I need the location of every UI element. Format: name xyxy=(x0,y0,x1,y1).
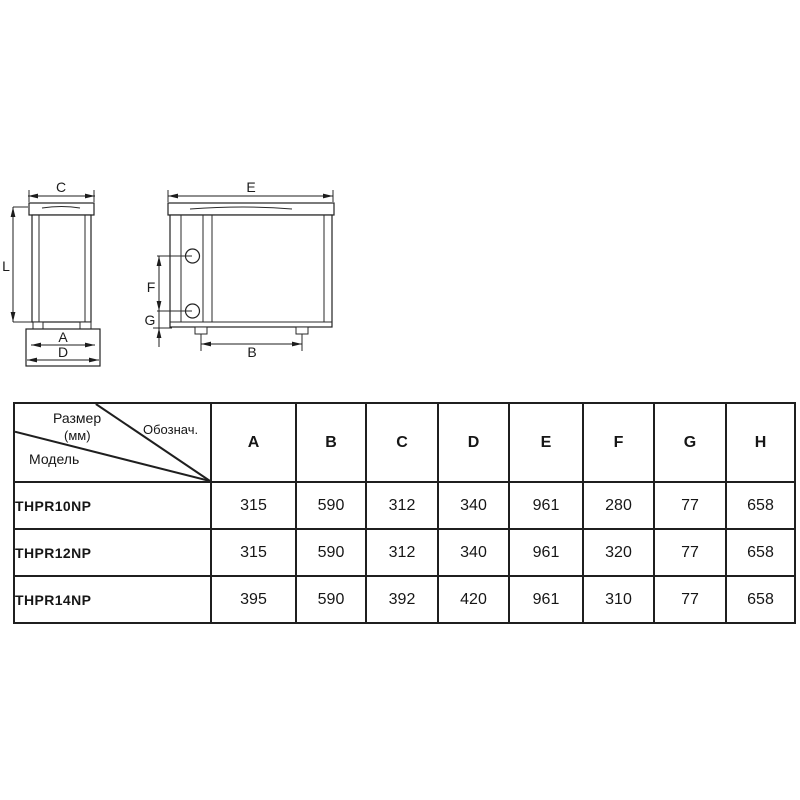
value-cell: 77 xyxy=(654,529,726,576)
model-cell: THPR10NP xyxy=(14,482,211,529)
dimension-drawing xyxy=(0,0,800,398)
table-row xyxy=(14,576,795,623)
col-header-c: C xyxy=(366,403,438,482)
dim-label-a: A xyxy=(58,329,68,345)
value-cell: 590 xyxy=(296,529,366,576)
front-view xyxy=(145,179,334,360)
value-cell: 590 xyxy=(296,482,366,529)
value-cell: 280 xyxy=(583,482,654,529)
dim-label-l: L xyxy=(2,258,10,274)
side-top-cap xyxy=(29,203,94,215)
col-header-d: D xyxy=(438,403,509,482)
value-cell: 590 xyxy=(296,576,366,623)
value-cell: 658 xyxy=(726,576,795,623)
value-cell: 961 xyxy=(509,576,583,623)
corner-model-label: Модель xyxy=(29,451,80,467)
value-cell: 961 xyxy=(509,482,583,529)
col-header-e: E xyxy=(509,403,583,482)
dim-label-f: F xyxy=(146,279,156,295)
value-cell: 658 xyxy=(726,482,795,529)
value-cell: 340 xyxy=(438,529,509,576)
table-corner-cell xyxy=(14,403,211,482)
dim-label-b: B xyxy=(247,344,257,360)
side-body-panel xyxy=(32,215,91,322)
table-row xyxy=(14,529,795,576)
col-header-a: A xyxy=(211,403,296,482)
dim-label-d: D xyxy=(57,344,69,360)
col-header-h: H xyxy=(726,403,795,482)
value-cell: 77 xyxy=(654,482,726,529)
corner-diagonal-lines xyxy=(15,404,210,481)
dim-label-g: G xyxy=(144,312,156,328)
value-cell: 310 xyxy=(583,576,654,623)
corner-unit-label: (мм) xyxy=(64,428,91,443)
right-foot xyxy=(296,327,308,334)
table-row xyxy=(14,482,795,529)
value-cell: 315 xyxy=(211,529,296,576)
value-cell: 420 xyxy=(438,576,509,623)
dimensions-table xyxy=(13,402,796,624)
value-cell: 392 xyxy=(366,576,438,623)
side-view xyxy=(2,179,100,366)
value-cell: 658 xyxy=(726,529,795,576)
corner-designation-label: Обознач. xyxy=(143,422,199,437)
model-cell: THPR12NP xyxy=(14,529,211,576)
col-header-b: B xyxy=(296,403,366,482)
dim-label-e: E xyxy=(246,179,256,195)
value-cell: 312 xyxy=(366,529,438,576)
dim-label-c: C xyxy=(55,179,67,195)
value-cell: 395 xyxy=(211,576,296,623)
col-header-g: G xyxy=(654,403,726,482)
value-cell: 77 xyxy=(654,576,726,623)
value-cell: 961 xyxy=(509,529,583,576)
left-foot xyxy=(195,327,207,334)
corner-size-label: Размер xyxy=(53,410,102,426)
col-header-f: F xyxy=(583,403,654,482)
value-cell: 320 xyxy=(583,529,654,576)
value-cell: 312 xyxy=(366,482,438,529)
model-cell: THPR14NP xyxy=(14,576,211,623)
value-cell: 340 xyxy=(438,482,509,529)
value-cell: 315 xyxy=(211,482,296,529)
